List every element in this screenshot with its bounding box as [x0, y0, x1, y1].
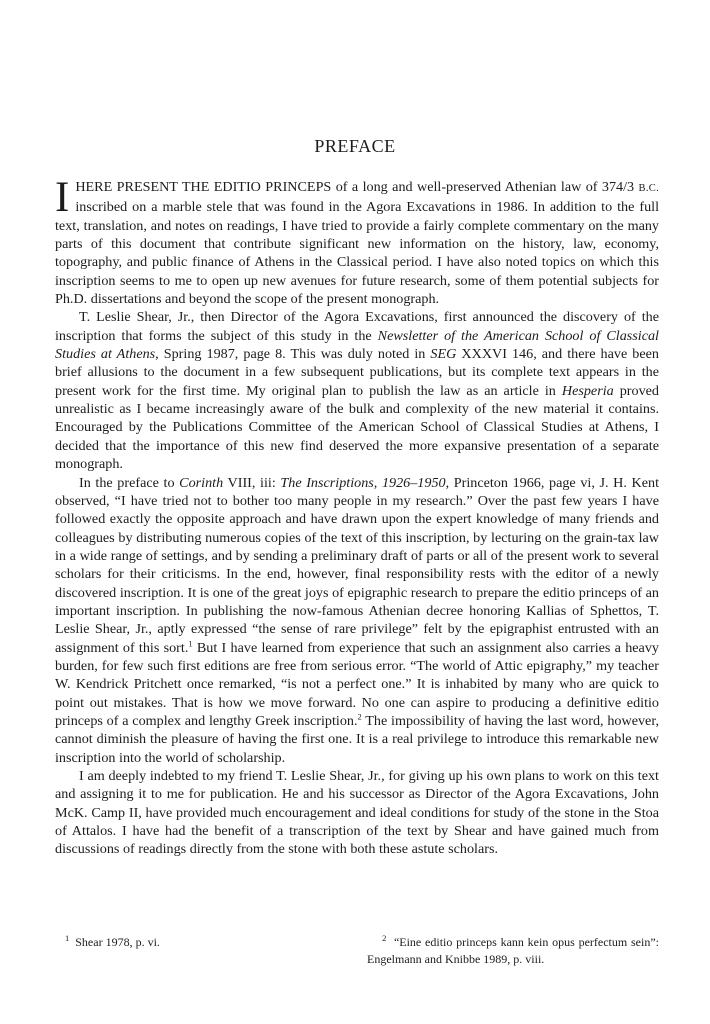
hesperia-ref: Hesperia: [561, 382, 614, 399]
bc-abbreviation: B.C.: [638, 183, 660, 194]
drop-cap: I: [55, 174, 70, 221]
newsletter-title: Newsletter of the American School of Classical Studies at Athens: [55, 327, 659, 363]
corinth-ref: Corinth: [179, 474, 224, 491]
paragraph-4: I am deeply indebted to my friend T. Leslie Shear, Jr., for giving up his own plans to work on this text and assigning it to me for publication. He and his successor as Director of the Agora Excavations, John McK. Camp II, have provided much encouragement and ideal conditions for study of the stone in the Stoa of Attalos. I have had the benefit of a transcription of the text by Shear and have gained much from discussions of readings directly from the stone with both these astute scholars.: [55, 768, 659, 858]
seg-ref: SEG: [430, 346, 457, 363]
footnote-ref-1[interactable]: 1: [188, 637, 193, 648]
paragraph-2: T. Leslie Shear, Jr., then Director of the Agora Excavations, first announced the discovery of the inscription that forms the subject of this study in the Newsletter of the American School of Classical Studies at Athens, Spring 1987, page 8. This was duly noted in SEG XXXVI 146, and there have been brief allusions to the document in a few subsequent publications, but its complete text appears in the present work for the first time. My original plan to publish the law as an article in Hesperia proved unrealistic as I became increasingly aware of the bulk and complexity of the new material it contains. Encouraged by the Publications Committee of the American School of Classical Studies at Athens, I decided that the importance of this new find deserved the more expansive presentation of a separate monograph.: [55, 309, 659, 473]
paragraph-1: IHERE PRESENT THE EDITIO PRINCEPS of a long and well-preserved Athenian law of 374/3 B.C. inscribed on a marble stele that was found in the Agora Excavations in 1986. In addition to the full text, translation, and notes on readings, I have tried to provide a fairly complete commentary on the many parts of this document that contribute significant new information on the history, law, economy, topography, and public finance of Athens in the Classical period. I have also noted topics on which this inscription seems to me to open up new avenues for future research, some of them potential subjects for Ph.D. dissertations and beyond the scope of the present monograph.: [55, 174, 660, 308]
lead-in: HERE PRESENT THE EDITIO PRINCEPS: [75, 179, 332, 195]
body-text: [55, 174, 660, 859]
footnote-1: $^1$ Shear 1978, p. vi.: [65, 933, 160, 949]
paragraph-3: In the preface to Corinth VIII, iii: The Inscriptions, 1926–1950, Princeton 1966, page vi, J. H. Kent observed, “I have tried not to bother too many people in my research.” Over the past few years I have followed exactly the opposite approach and have drawn upon the expert knowledge of many friends and colleagues by distributing numerous copies of the text of this inscription, by lecturing on the grain-tax law in a wide range of settings, and by sending a preliminary draft of parts or all of the present work to several scholars for their criticisms. In the end, however, final responsibility rests with the editor of a newly discovered inscription. It is one of the great joys of epigraphic research to prepare the editio princeps of an important inscription. In publishing the now-famous Athenian decree honoring Kallias of Sphettos, T. Leslie Shear, Jr., aptly expressed “the sense of rare privilege” felt by the epigraphist entrusted with an assignment of this sort.$^1$ But I have learned from experience that such an assignment also carries a heavy burden, for few such first editions are free from serious error. “The world of Attic epigraphy,” my teacher W. Kendrick Pritchett once remarked, “is not a perfect one.” It is inhabited by many who are quick to point out mistakes. That is how we move forward. No one can aspire to producing a definitive editio princeps of a complex and lengthy Greek inscription.$^2$ The impossibility of having the last word, however, cannot diminish the pleasure of having the first one. It is a real privilege to introduce this remarkable new inscription into the world of scholarship.: [55, 474, 660, 766]
footnote-2: $^2$ “Eine editio princeps kann kein opus perfectum sein”: Engelmann and Knibbe 1989, p. viii.: [367, 933, 659, 966]
footnote-ref-2[interactable]: 2: [357, 711, 362, 722]
inscriptions-title: The Inscriptions, 1926–1950: [280, 474, 446, 491]
page-title: PREFACE: [314, 136, 396, 156]
